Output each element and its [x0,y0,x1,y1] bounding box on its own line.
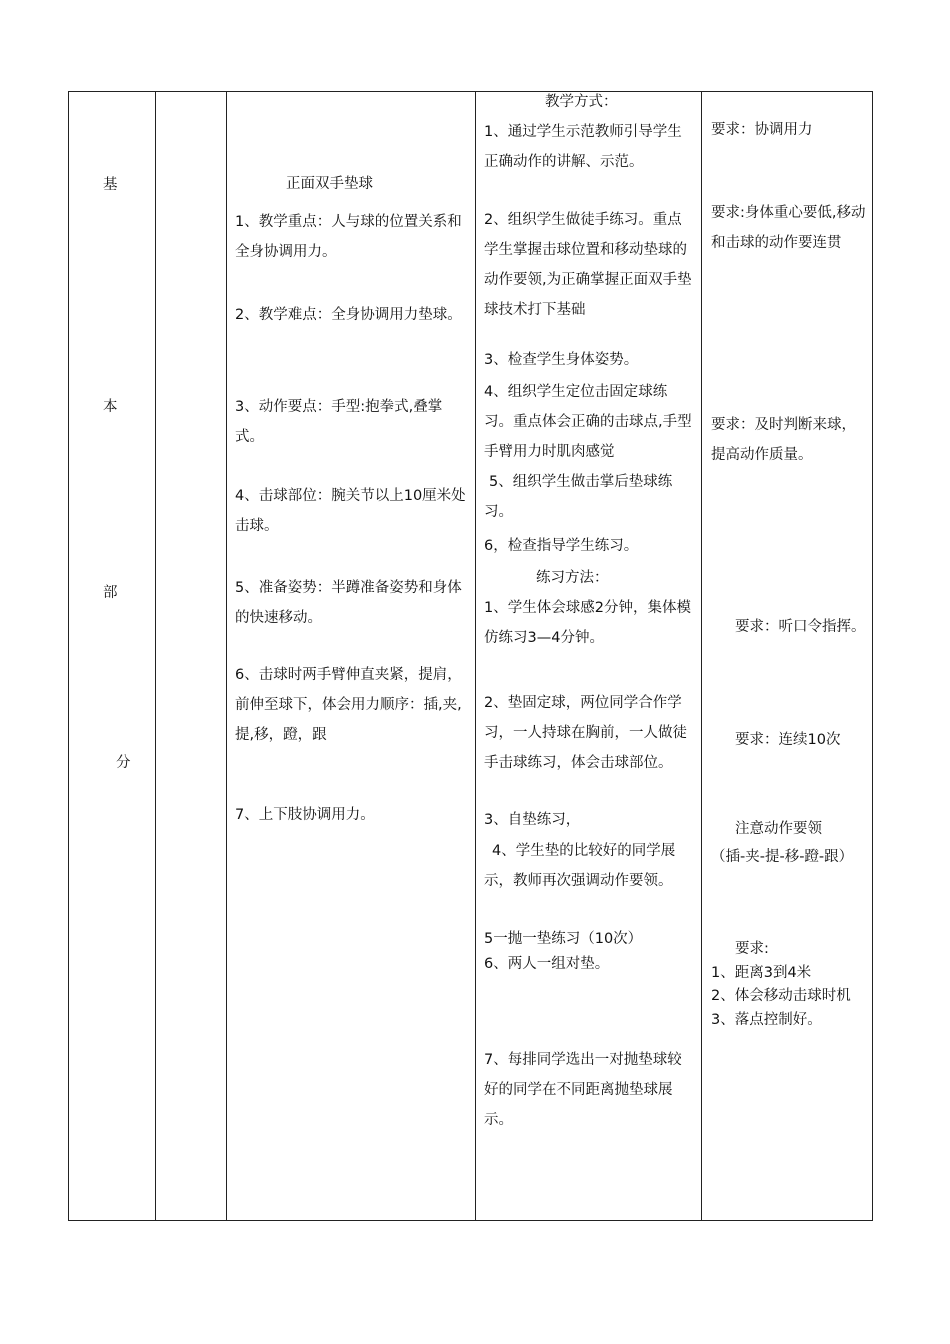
teaching-step-5: 5、组织学生做击掌后垫球练习。 [484,474,673,520]
teaching-step-1: 1、通过学生示范教师引导学生正确动作的讲解、示范。 [484,124,682,170]
teaching-step-4: 4、组织学生定位击固定球练习。重点体会正确的击球点,手型手臂用力时肌肉感觉 [484,384,692,460]
requirement-2: 要求:身体重心要低,移动和击球的动作要连贯 [711,205,866,251]
practice-step-5: 5一抛一垫练习（10次） [484,931,643,947]
requirement-6-item-2: 2、体会移动击球时机3、落点控制好。 [711,988,851,1028]
practice-method-heading: 练习方法： [536,570,609,586]
note-title: 注意动作要领 [735,821,822,837]
section-char-2: 本 [103,399,118,415]
section-char-3: 部 [103,585,118,601]
column-divider [475,92,476,1220]
teaching-method-heading: 教学方式： [545,94,618,110]
content-item-3: 3、动作要点：手型:抱拳式,叠掌式。 [235,399,443,445]
requirement-6-item-1: 1、距离3到4米 [711,965,812,981]
content-item-7: 7、上下肢协调用力。 [235,807,375,823]
practice-step-7: 7、每排同学选出一对抛垫球较好的同学在不同距离抛垫球展示。 [484,1052,682,1128]
practice-step-6: 6、两人一组对垫。 [484,956,610,972]
requirement-5: 要求：连续10次 [735,732,841,748]
content-item-4: 4、击球部位：腕关节以上10厘米处击球。 [235,488,466,534]
practice-step-3: 3、自垫练习， [484,812,581,828]
requirement-4: 要求：听口令指挥。 [735,619,866,635]
teaching-step-6: 6，检查指导学生练习。 [484,538,639,554]
section-char-4: 分 [116,755,131,771]
practice-step-2: 2、垫固定球，两位同学合作学习，一人持球在胸前，一人做徒手击球练习，体会击球部位。 [484,695,687,771]
requirement-6-title: 要求: [735,941,769,957]
column-divider [155,92,156,1220]
requirement-3: 要求：及时判断来球，提高动作质量。 [711,417,856,463]
content-item-1: 1、教学重点：人与球的位置关系和全身协调用力。 [235,214,462,260]
content-item-2: 2、教学难点：全身协调用力垫球。 [235,307,462,323]
section-char-1: 基 [103,177,118,193]
teaching-step-3: 3、检查学生身体姿势。 [484,352,639,368]
practice-step-4: 4、学生垫的比较好的同学展示，教师再次强调动作要领。 [484,843,676,889]
teaching-step-2: 2、组织学生做徒手练习。重点学生掌握击球位置和移动垫球的动作要领,为正确掌握正面双手垫球技术打下基础 [484,212,692,318]
content-item-6: 6、击球时两手臂伸直夹紧，提肩，前伸至球下，体会用力顺序：插,夹,提,移，蹬，跟 [235,667,462,743]
column-divider [226,92,227,1220]
requirement-1: 要求：协调用力 [711,122,813,138]
note-detail: （插-夹-提-移-蹬-跟） [711,849,854,865]
content-title: 正面双手垫球 [286,176,373,192]
practice-step-1: 1、学生体会球感2分钟，集体模仿练习3—4分钟。 [484,600,691,646]
content-item-5: 5、准备姿势：半蹲准备姿势和身体的快速移动。 [235,580,462,626]
column-divider [701,92,702,1220]
